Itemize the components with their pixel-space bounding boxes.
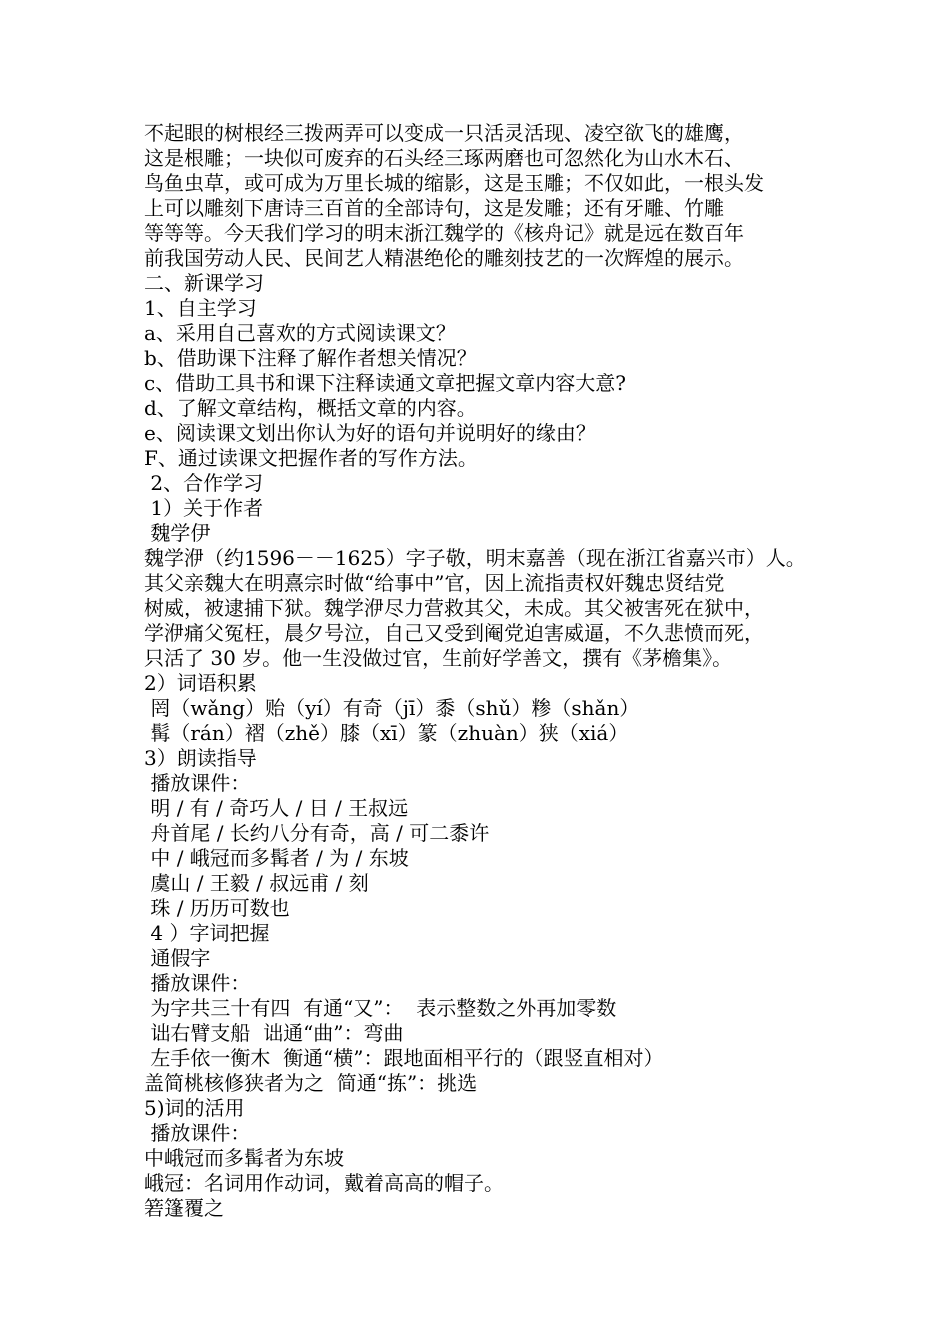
paragraph-line: 其父亲魏大在明熹宗时做“给事中”官，因上流指责权奸魏忠贤结党: [144, 571, 725, 595]
paragraph-line: 这是根雕；一块似可废弃的石头经三琢两磨也可忽然化为山水木石、: [144, 146, 744, 170]
paragraph-line: 中峨冠而多髯者为东坡: [144, 1146, 344, 1170]
reading-line: 虞山 / 王毅 / 叔远甫 / 刻: [144, 871, 369, 895]
reading-line: 舟首尾 / 长约八分有奇，高 / 可二黍许: [144, 821, 490, 845]
paragraph-line: 播放课件：: [144, 971, 251, 995]
paragraph-line: 魏学洢（约1596－－1625）字子敬，明末嘉善（现在浙江省嘉兴市）人。: [144, 546, 806, 570]
subsection-heading: 5)词的活用: [144, 1096, 245, 1120]
glossary-line: 诎右臂支船 诎通“曲”：弯曲: [144, 1021, 404, 1045]
paragraph-line: 只活了 30 岁。他一生没做过官，生前好学善文，撰有《茅檐集》。: [144, 646, 733, 670]
reading-line: 珠 / 历历可数也: [144, 896, 290, 920]
paragraph-line: 峨冠：名词用作动词，戴着高高的帽子。: [144, 1171, 504, 1195]
vocabulary-line: 罔（wǎng）贻（yí）有奇（jī）黍（shǔ）糁（shǎn）: [144, 696, 640, 720]
list-item: d、了解文章结构，概括文章的内容。: [144, 396, 477, 420]
vocabulary-line: 髯（rán）褶（zhě）膝（xī）篆（zhuàn）狭（xiá）: [144, 721, 629, 745]
glossary-line: 左手依一衡木 衡通“横”：跟地面相平行的（跟竖直相对）: [144, 1046, 664, 1070]
glossary-line: 为字共三十有四 有通“又”： 表示整数之外再加零数: [144, 996, 617, 1020]
subsection-heading: 2）词语积累: [144, 671, 257, 695]
list-item: b、借助课下注释了解作者想关情况？: [144, 346, 477, 370]
paragraph-line: 前我国劳动人民、民间艺人精湛绝伦的雕刻技艺的一次辉煌的展示。: [144, 246, 744, 270]
paragraph-line: 等等等。今天我们学习的明末浙江魏学的《核舟记》就是远在数百年: [144, 221, 744, 245]
glossary-line: 盖简桃核修狭者为之 简通“拣”：挑选: [144, 1071, 478, 1095]
subsection-heading: 2、合作学习: [144, 471, 264, 495]
paragraph-line: 播放课件：: [144, 1121, 251, 1145]
subsection-heading: 3）朗读指导: [144, 746, 257, 770]
paragraph-line: 学洢痛父冤枉，晨夕号泣，自己又受到阉党迫害威逼，不久悲愤而死，: [144, 621, 764, 645]
reading-line: 明 / 有 / 奇巧人 / 日 / 王叔远: [144, 796, 409, 820]
paragraph-line: 上可以雕刻下唐诗三百首的全部诗句，这是发雕；还有牙雕、竹雕: [144, 196, 724, 220]
list-item: c、借助工具书和课下注释读通文章把握文章内容大意?: [144, 371, 626, 395]
reading-line: 中 / 峨冠而多髯者 / 为 / 东坡: [144, 846, 409, 870]
paragraph-line: 播放课件：: [144, 771, 251, 795]
paragraph-line: 箬篷覆之: [144, 1196, 224, 1220]
subsection-heading: 1、自主学习: [144, 296, 257, 320]
paragraph-line: 鸟鱼虫草，或可成为万里长城的缩影，这是玉雕；不仅如此，一根头发: [144, 171, 764, 195]
section-heading: 二、新课学习: [144, 271, 264, 295]
list-item: a、采用自己喜欢的方式阅读课文？: [144, 321, 456, 345]
paragraph-line: 不起眼的树根经三拨两弄可以变成一只活灵活现、凌空欲飞的雄鹰，: [144, 121, 744, 145]
list-item: e、阅读课文划出你认为好的语句并说明好的缘由？: [144, 421, 596, 445]
author-name: 魏学伊: [144, 521, 211, 545]
document-body: [144, 121, 824, 1221]
paragraph-line: 通假字: [144, 946, 211, 970]
subsection-heading: 1）关于作者: [144, 496, 264, 520]
paragraph-line: 树威，被逮捕下狱。魏学洢尽力营救其父，未成。其父被害死在狱中，: [144, 596, 764, 620]
subsection-heading: 4 ）字词把握: [144, 921, 270, 945]
list-item: F、通过读课文把握作者的写作方法。: [144, 446, 478, 470]
